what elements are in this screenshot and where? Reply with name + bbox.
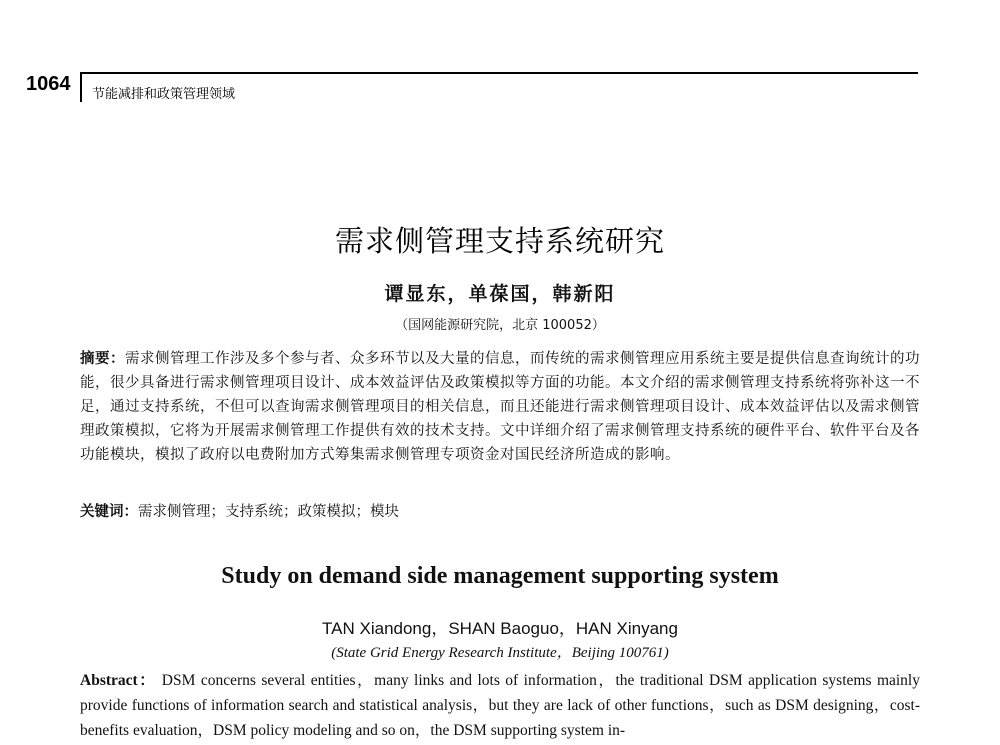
section-label: 节能减排和政策管理领域: [92, 87, 236, 102]
en-authors: TAN Xiandong，SHAN Baoguo，HAN Xinyang: [322, 619, 678, 638]
header-rule: [80, 72, 918, 74]
en-abstract: [80, 668, 920, 743]
cn-affiliation: （国网能源研究院，北京 100052）: [395, 318, 605, 333]
cn-authors: 谭显东，单葆国，韩新阳: [384, 283, 616, 305]
en-title: Study on demand side management supporting system: [221, 563, 779, 589]
en-abstract-text: DSM concerns several entities，many links and lots of information，the traditional DSM application systems mainly provide functions of information search and statistical analysis，but they are lack of other functions，such as DSM designing，cost-benefits evaluation，DSM policy modeling and so on，the DSM supporting system in-: [80, 672, 920, 739]
cn-keywords: [80, 500, 920, 524]
header-divider-vertical: [80, 72, 82, 102]
en-affiliation: (State Grid Energy Research Institute，Beijing 100761): [331, 645, 669, 661]
cn-keywords-label: 关键词：: [80, 504, 138, 520]
cn-title: 需求侧管理支持系统研究: [334, 224, 665, 258]
cn-keywords-text: 需求侧管理；支持系统；政策模拟；模块: [138, 504, 399, 520]
cn-abstract: [80, 347, 920, 467]
cn-abstract-text: 需求侧管理工作涉及多个参与者、众多环节以及大量的信息，而传统的需求侧管理应用系统主要是提供信息查询统计的功能，很少具备进行需求侧管理项目设计、成本效益评估及政策模拟等方面的功能。本文介绍的需求侧管理支持系统将弥补这一不足，通过支持系统，不但可以查询需求侧管理项目的相关信息，而且还能进行需求侧管理项目设计、成本效益评估以及需求侧管理政策模拟，它将为开展需求侧管理工作提供有效的技术支持。文中详细介绍了需求侧管理支持系统的硬件平台、软件平台及各功能模块，模拟了政府以电费附加方式筹集需求侧管理专项资金对国民经济所造成的影响。: [80, 351, 920, 463]
running-header: [0, 70, 1000, 110]
en-abstract-label: Abstract：: [80, 672, 157, 689]
page-number: 1064: [26, 73, 71, 95]
cn-abstract-label: 摘要：: [80, 351, 125, 367]
